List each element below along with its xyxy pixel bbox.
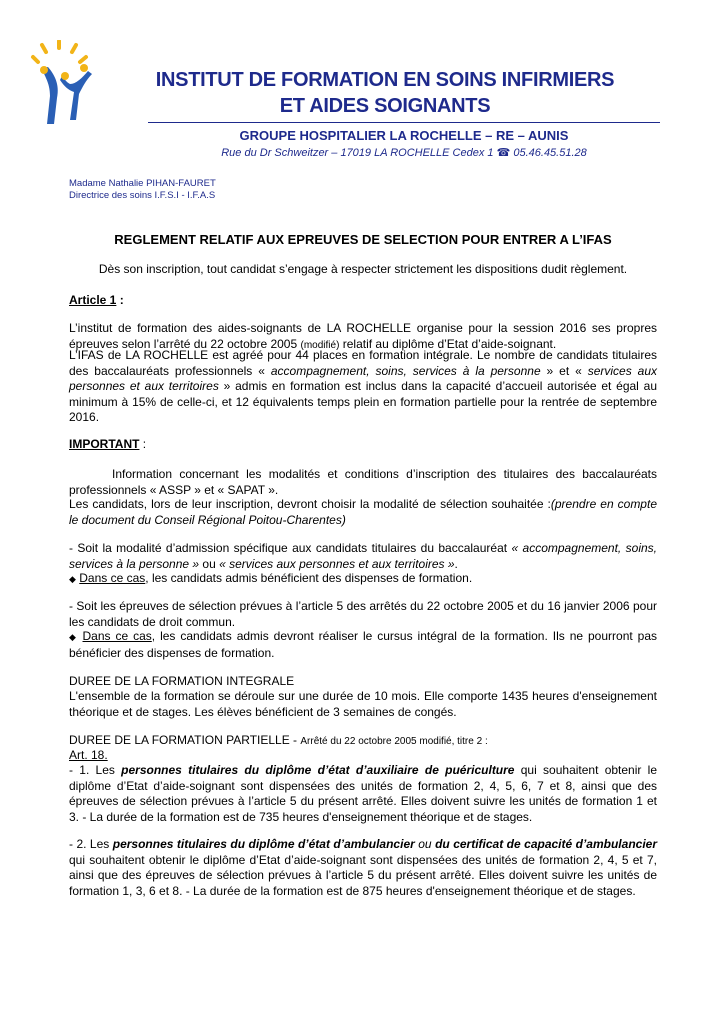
a1-p2-and: » et «	[540, 363, 588, 378]
intro-paragraph: Dès son inscription, tout candidat s’engage à respecter strictement les dispositions dudit règlement.	[98, 262, 628, 276]
option2-note	[69, 629, 657, 661]
duree-integrale-text: L'ensemble de la formation se déroule sur une durée de 10 mois. Elle comporte 1435 heures d'enseignement théorique et de stages. Les élèves bénéficient de 3 semaines de congés.	[69, 689, 657, 719]
article1-label: Article 1	[69, 293, 117, 307]
article1-colon: :	[116, 293, 124, 307]
phone-icon: ☎	[496, 147, 511, 159]
case2-text: qui souhaitent obtenir le diplôme d’Etat d’aide-soignant sont dispensées des unités de formation 2, 4, 5 et 7, ainsi que des épreuves de sélection prévues à l’article 5 du présent arrêté. Elles doivent suivre les unités de formation 1, 3, 6 et 8. - La durée de la formation est de 875 heures d'enseignement théorique et de stages.	[69, 852, 657, 898]
a1-p1-text-end: relatif au diplôme d’Etat d’aide-soignant.	[339, 336, 557, 351]
opt2-note-text: , les candidats admis devront réaliser le cursus intégral de la formation. Ils ne pourront pas bénéficier des dispenses de formation.	[69, 629, 658, 660]
article1-heading	[69, 293, 657, 309]
candidates-note: (prendre en compte le document du Conseil Régional Poitou-Charentes)	[69, 497, 657, 527]
important-heading	[69, 437, 657, 453]
a1-p2-bac1: accompagnement, soins, services à la personne	[270, 363, 541, 378]
signatory-role: Directrice des soins I.F.S.I - I.F.A.S	[69, 190, 216, 201]
important-label: IMPORTANT	[69, 437, 140, 451]
dans-ce-cas-label: Dans ce cas	[79, 571, 146, 585]
option2-paragraph: - Soit les épreuves de sélection prévues à l’article 5 des arrêtés du 22 octobre 2005 et du 16 janvier 2006 pour les candidats de droit commun.	[69, 599, 657, 629]
art18-label	[69, 748, 657, 764]
opt1-or: ou	[199, 556, 220, 571]
bullet-diamond-icon: ◆	[69, 632, 78, 642]
signatory-name: Madame Nathalie PIHAN-FAURET	[69, 178, 216, 189]
opt1-bac1: « accompagnement, soins, services à la personne »	[69, 541, 658, 571]
a1-p2-text: L’IFAS de LA ROCHELLE est agréé pour 44 places en formation intégrale. Le nombre de candidats titulaires des baccalauréats professionnels «	[69, 348, 657, 378]
address-line	[148, 146, 660, 159]
a1-p1-modif: (modifié)	[300, 339, 340, 351]
a1-p1-text: L’institut de formation des aides-soignants de LA ROCHELLE organise pour la session 2016 ses propres épreuves selon l’arrêté du 22 octobre 2005	[69, 321, 657, 351]
opt1-note-text: , les candidats admis bénéficient des dispenses de formation.	[145, 571, 473, 585]
case2-or: ou	[414, 837, 436, 851]
art18-text: Art. 18.	[69, 748, 108, 762]
case1-prefix: - 1. Les	[69, 763, 122, 777]
header-divider	[148, 122, 660, 123]
duree-partielle-ref: Arrêté du 22 octobre 2005 modifié, titre 2 :	[300, 736, 488, 747]
duree-integrale-title: DUREE DE LA FORMATION INTEGRALE	[69, 674, 295, 688]
option1-paragraph	[69, 541, 657, 572]
address-text: Rue du Dr Schweitzer – 17019 LA ROCHELLE Cedex 1	[221, 147, 494, 159]
institute-title-line2: ET AIDES SOIGNANTS	[279, 95, 491, 117]
option1-note	[69, 571, 657, 588]
a1-p2-bac2: services aux personnes et aux territoires	[69, 363, 657, 394]
article1-paragraph2	[69, 348, 657, 426]
dans-ce-cas-label: Dans ce cas	[82, 629, 152, 643]
opt1-text: - Soit la modalité d’admission spécifique aux candidats titulaires du baccalauréat	[69, 541, 512, 555]
info-paragraph: Information concernant les modalités et conditions d’inscription des titulaires des baccalauréats professionnels « ASSP » et « SAPAT ».	[69, 467, 657, 497]
case2-prefix: - 2. Les	[69, 837, 113, 851]
opt1-bac2: « services aux personnes et aux territoires »	[219, 556, 455, 571]
case2-title1: personnes titulaires du diplôme d’état d’ambulancier	[112, 837, 415, 851]
case2-title2: du certificat de capacité d’ambulancier	[435, 837, 657, 851]
partial-case1-paragraph	[69, 763, 657, 825]
duree-partielle-label: DUREE DE LA FORMATION PARTIELLE -	[69, 733, 301, 747]
candidates-paragraph	[69, 497, 657, 528]
ifsi-logo	[30, 40, 102, 128]
hospital-group: GROUPE HOSPITALIER LA ROCHELLE – RE – AUNIS	[239, 128, 569, 143]
opt1-end: .	[454, 556, 458, 571]
important-colon: :	[139, 437, 147, 451]
case1-text: qui souhaitent obtenir le diplôme d’Etat d’aide-soignant sont dispensées des unités de formation 2, 4, 5, 6, 7 et 8, ainsi que des épreuves de sélection prévues à l’article 5 du présent arrêté. Elles doivent suivre les unités de formation 1 et 3. - La durée de la formation est de 735 heures d'enseignement théorique et de stages.	[69, 763, 657, 824]
a1-p2-text-end: » admis en formation est inclus dans la capacité d’accueil autorisée et égal au minimum à 15% de celle-ci, et 12 équivalents temps plein en formation partielle pour la rentrée de septembre 2016.	[69, 379, 658, 425]
document-heading: REGLEMENT RELATIF AUX EPREUVES DE SELECTION POUR ENTRER A L’IFAS	[114, 232, 612, 247]
case1-title: personnes titulaires du diplôme d’état d’auxiliaire de puériculture	[121, 763, 515, 777]
candidates-text: Les candidats, lors de leur inscription, devront choisir la modalité de sélection souhaitée :	[69, 497, 551, 511]
partial-case2-paragraph	[69, 837, 657, 899]
phone-number: 05.46.45.51.28	[513, 147, 587, 159]
bullet-diamond-icon: ◆	[69, 574, 76, 584]
institute-title-line1: INSTITUT DE FORMATION EN SOINS INFIRMIERS	[155, 69, 615, 91]
